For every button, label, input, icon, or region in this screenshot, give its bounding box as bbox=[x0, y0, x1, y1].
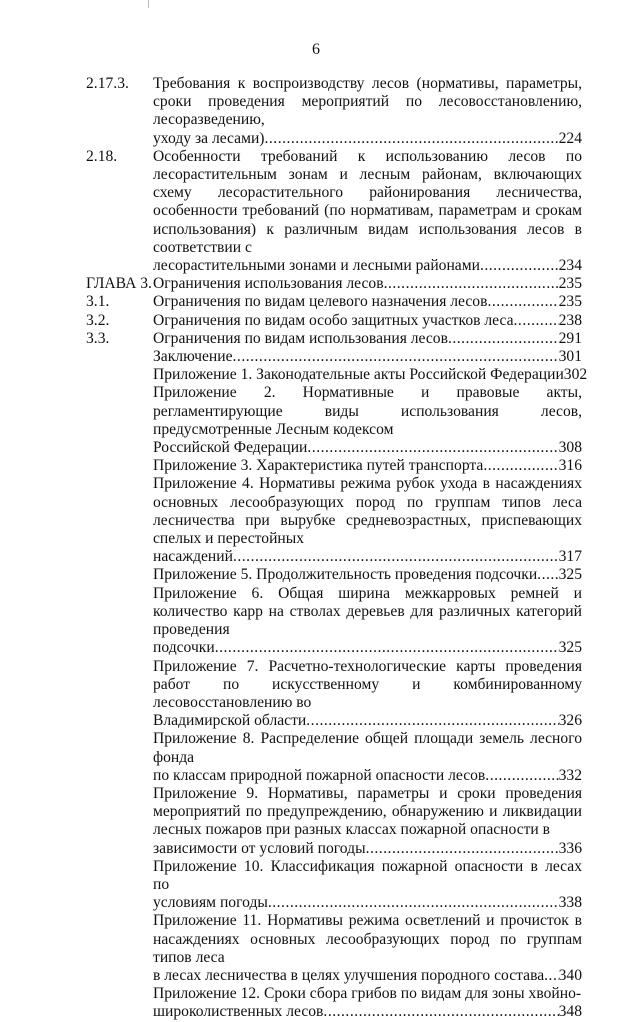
toc-entry bbox=[86, 330, 582, 348]
dot-leader bbox=[544, 967, 558, 985]
toc-entry bbox=[86, 985, 582, 1021]
toc-entry-leader-line bbox=[153, 767, 582, 785]
toc-entry-title: Приложение 8. Распределение общей площади земель лесного фонда bbox=[153, 730, 582, 766]
page-number: 6 bbox=[312, 41, 320, 58]
dot-leader bbox=[323, 1003, 558, 1021]
toc-entry-title-end: Приложение 1. Законодательные акты Российской Федерации bbox=[153, 366, 564, 384]
toc-entry bbox=[86, 384, 582, 457]
toc-entry-page: 336 bbox=[558, 839, 582, 857]
toc-entry bbox=[86, 566, 582, 584]
toc-entry-title: Приложение 2. Нормативные и правовые акты, регламентирующие виды использования лесов, предусмотренные Лесным кодексом bbox=[153, 384, 582, 438]
toc-entry-number: ГЛАВА 3. bbox=[86, 275, 152, 293]
toc-entry-leader-line bbox=[153, 439, 582, 457]
toc-entry-title: Приложение 6. Общая ширина межкарровых ремней и количество карр на стволах деревьев для различных категорий проведения bbox=[153, 584, 582, 639]
toc-entry bbox=[86, 912, 582, 985]
toc-entry-page: 301 bbox=[558, 348, 582, 366]
toc-entry-title-end: Ограничения использования лесов bbox=[153, 275, 384, 293]
toc-entry-title-end: Приложение 3. Характеристика путей транспорта bbox=[153, 457, 484, 475]
dot-leader bbox=[448, 330, 559, 348]
toc-entry-page: 302 bbox=[563, 366, 588, 384]
toc-entry-leader-line bbox=[153, 1003, 582, 1021]
toc-entry-leader-line bbox=[153, 312, 582, 330]
toc-entry-title: Приложение 11. Нормативы режима осветлений и прочисток в насаждениях основных лесообразующих пород по группам типов леса bbox=[153, 912, 582, 966]
dot-leader bbox=[384, 275, 559, 293]
toc-entry bbox=[86, 293, 582, 311]
toc-entry bbox=[86, 148, 582, 275]
toc-entry bbox=[86, 275, 582, 293]
toc-entry bbox=[86, 730, 582, 785]
toc-entry-leader-line bbox=[153, 293, 582, 311]
toc-entry-page: 224 bbox=[558, 129, 582, 147]
toc-entry-title-end: Владимирской области bbox=[153, 712, 307, 730]
toc-entry-leader-line bbox=[153, 348, 582, 366]
toc-entry bbox=[86, 457, 582, 475]
dot-leader bbox=[487, 293, 558, 311]
toc-entry-title-end: широколиственных лесов bbox=[153, 1003, 324, 1021]
toc-entry-page: 308 bbox=[558, 439, 582, 457]
toc-entry-page: 234 bbox=[558, 257, 582, 275]
toc-entry-number: 3.1. bbox=[86, 293, 110, 311]
toc-entry-number: 2.18. bbox=[86, 147, 118, 165]
toc-entry-leader-line bbox=[153, 712, 582, 730]
toc-entry-page: 325 bbox=[558, 566, 582, 584]
toc-entry-leader-line bbox=[153, 967, 582, 985]
toc-entry-title-end: Ограничения по видам целевого назначения лесов bbox=[153, 293, 488, 311]
toc-entry-title-end: в лесах лесничества в целях улучшения породного состава bbox=[153, 966, 545, 984]
toc-entry-title: Требования к воспроизводству лесов (нормативы, параметры, сроки проведения мероприятий по лесовосстановлению, лесоразведению, bbox=[153, 75, 582, 129]
toc-entry-title-end: лесорастительными зонами и лесными районами bbox=[153, 257, 480, 275]
toc-entry-title-end: подсочки bbox=[153, 639, 215, 657]
toc-entry-page: 317 bbox=[558, 548, 582, 566]
toc-entry bbox=[86, 658, 582, 731]
toc-entry-title: Приложение 10. Классификация пожарной опасности в лесах по bbox=[153, 857, 582, 893]
toc-entry-title-end: Российской Федерации bbox=[153, 439, 308, 457]
dot-leader bbox=[233, 548, 559, 566]
dot-leader bbox=[485, 767, 558, 785]
toc-entry-page: 338 bbox=[558, 894, 582, 912]
toc-entry bbox=[86, 785, 582, 858]
toc-entry-page: 325 bbox=[558, 639, 582, 657]
toc-entry-number: 2.17.3. bbox=[86, 75, 129, 92]
toc-entry-page: 238 bbox=[558, 311, 582, 329]
toc-entry bbox=[86, 858, 582, 913]
toc-entry-number: 3.3. bbox=[86, 329, 110, 347]
dot-leader bbox=[514, 312, 559, 330]
toc-entry-title-end: уходу за лесами) bbox=[153, 129, 265, 147]
toc-entry-page: 316 bbox=[558, 457, 582, 475]
toc-entry-title: Приложение 12. Сроки сбора грибов по видам для зоны хвойно- bbox=[153, 985, 582, 1003]
toc-entry-title-end: Заключение bbox=[153, 348, 233, 366]
toc-entry bbox=[86, 366, 588, 384]
dot-leader bbox=[537, 566, 558, 584]
toc-entry-leader-line bbox=[153, 330, 582, 348]
toc-entry bbox=[86, 585, 582, 658]
toc-entry-page: 291 bbox=[558, 329, 582, 347]
toc-entry-leader-line bbox=[153, 275, 582, 293]
dot-leader bbox=[233, 348, 559, 366]
dot-leader bbox=[483, 457, 558, 475]
toc-entry-title: Приложение 4. Нормативы режима рубок ухода в насаждениях основных лесообразующих пород по группам типов леса лесничества при вырубке средневозрастных, приспевающих спелых и перестойных bbox=[153, 475, 582, 548]
toc-entry-page: 332 bbox=[558, 766, 582, 784]
dot-leader bbox=[268, 894, 559, 912]
toc-entry-page: 235 bbox=[558, 293, 582, 311]
toc-entry-leader-line bbox=[153, 457, 582, 475]
toc-entry-leader-line bbox=[153, 257, 582, 275]
toc-entry-title-end: Ограничения по видам особо защитных участков леса bbox=[153, 311, 514, 329]
dot-leader bbox=[366, 840, 559, 858]
toc-entry bbox=[86, 475, 582, 566]
toc-entry-page: 340 bbox=[558, 966, 582, 984]
toc-entry-title: Приложение 9. Нормативы, параметры и сроки проведения мероприятий по предупреждению, обнаружению и ликвидации лесных пожаров при разных классах пожарной опасности в bbox=[153, 784, 582, 839]
toc-entry-leader-line bbox=[153, 366, 588, 384]
table-of-contents bbox=[86, 75, 588, 1022]
toc-entry-title-end: по классам природной пожарной опасности лесов bbox=[153, 766, 486, 784]
toc-entry-title: Приложение 7. Расчетно-технологические карты проведения работ по искусственному и комбинированному лесовосстановлению во bbox=[153, 657, 582, 711]
dot-leader bbox=[215, 639, 559, 657]
toc-entry-leader-line bbox=[153, 548, 582, 566]
dot-leader bbox=[265, 130, 559, 148]
toc-entry-page: 235 bbox=[558, 275, 582, 293]
toc-entry-leader-line bbox=[153, 639, 582, 657]
toc-entry-title-end: насаждений bbox=[153, 548, 233, 566]
toc-entry-title-end: Ограничения по видам использования лесов bbox=[153, 329, 448, 347]
toc-entry-title: Особенности требований к использованию лесов по лесорастительным зонам и лесным районам, включающих схему лесорастительного районирования лесничества, особенности требований (по нормативам, параметрам и срокам использования) к различным видам использования лесов в соответствии с bbox=[153, 147, 582, 256]
toc-entry bbox=[86, 312, 582, 330]
dot-leader bbox=[307, 439, 558, 457]
dot-leader bbox=[306, 712, 558, 730]
toc-entry-title-end: Приложение 5. Продолжительность проведения подсочки bbox=[153, 566, 538, 584]
toc-entry-title-end: зависимости от условий погоды bbox=[153, 839, 366, 857]
toc-entry-leader-line bbox=[153, 840, 582, 858]
toc-entry bbox=[86, 75, 582, 148]
dot-leader bbox=[480, 257, 559, 275]
toc-entry-page: 326 bbox=[558, 712, 582, 730]
toc-entry-leader-line bbox=[153, 566, 582, 584]
scan-mark bbox=[148, 0, 149, 8]
toc-entry-number: 3.2. bbox=[86, 311, 110, 329]
toc-entry bbox=[86, 348, 582, 366]
toc-entry-leader-line bbox=[153, 894, 582, 912]
toc-entry-page: 348 bbox=[558, 1003, 582, 1021]
toc-entry-title-end: условиям погоды bbox=[153, 894, 268, 912]
toc-entry-leader-line bbox=[153, 130, 582, 148]
